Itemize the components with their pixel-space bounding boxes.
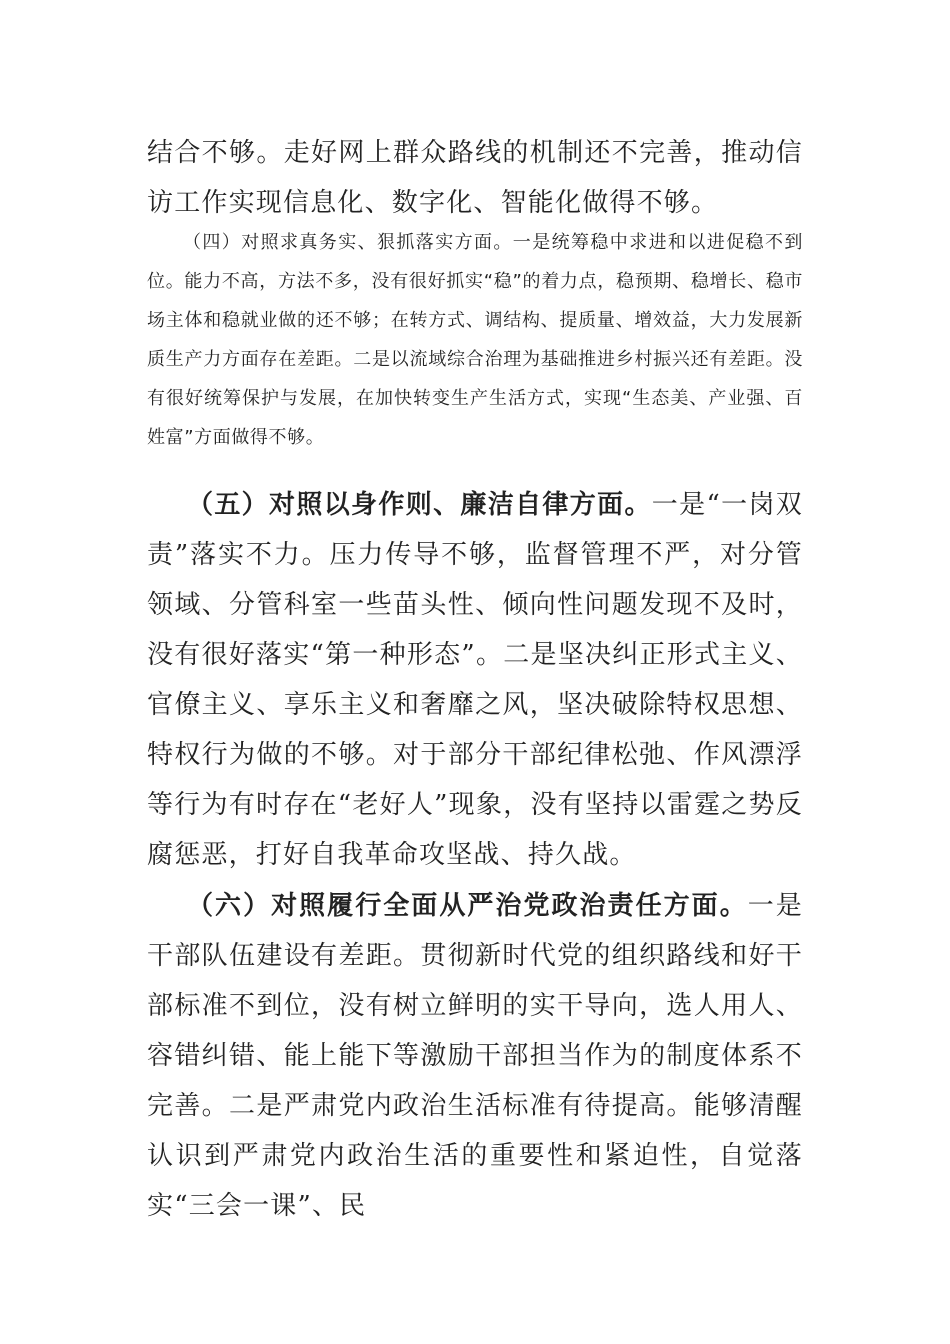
section-five-body: 一是“一岗双责”落实不力。压力传导不够，监督管理不严，对分管领域、分管科室一些苗头性、倾向性问题发现不及时，没有很好落实“第一种形态”。二是坚决纠正形式主义、官僚主义、享乐主义和奢靡之风，坚决破除特权思想、特权行为做的不够。对于部分干部纪律松弛、作风漂浮等行为有时存在“老好人”现象，没有坚持以雷霆之势反腐惩恶，打好自我革命攻坚战、持久战。 (147, 490, 803, 870)
section-four-body: 一是统筹稳中求进和以进促稳不到位。能力不高，方法不多，没有很好抓实“稳”的着力点，稳预期、稳增长、稳市场主体和稳就业做的还不够；在转方式、调结构、提质量、增效益，大力发展新质生产力方面存在差距。二是以流域综合治理为基础推进乡村振兴还有差距。没有很好统筹保护与发展，在加快转变生产生活方式，实现“生态美、产业强、百姓富”方面做得不够。 (147, 232, 803, 448)
paragraph-section-five (147, 480, 803, 880)
section-four-heading: （四）对照求真务实、狠抓落实方面。 (183, 232, 513, 253)
paragraph-section-six (147, 881, 803, 1231)
paragraph-text: 结合不够。走好网上群众路线的机制还不完善，推动信访工作实现信息化、数字化、智能化做得不够。 (147, 138, 803, 218)
section-five-heading: （五）对照以身作则、廉洁自律方面。 (187, 490, 652, 520)
section-six-body: 一是干部队伍建设有差距。贯彻新时代党的组织路线和好干部标准不到位，没有树立鲜明的实干导向，选人用人、容错纠错、能上能下等激励干部担当作为的制度体系不完善。二是严肃党内政治生活标准有待提高。能够清醒认识到严肃党内政治生活的重要性和紧迫性，自觉落实“三会一课”、民 (147, 891, 803, 1221)
paragraph-continuation (147, 128, 803, 228)
paragraph-section-four (147, 223, 803, 457)
section-six-heading: （六）对照履行全面从严治党政治责任方面。 (187, 891, 748, 921)
